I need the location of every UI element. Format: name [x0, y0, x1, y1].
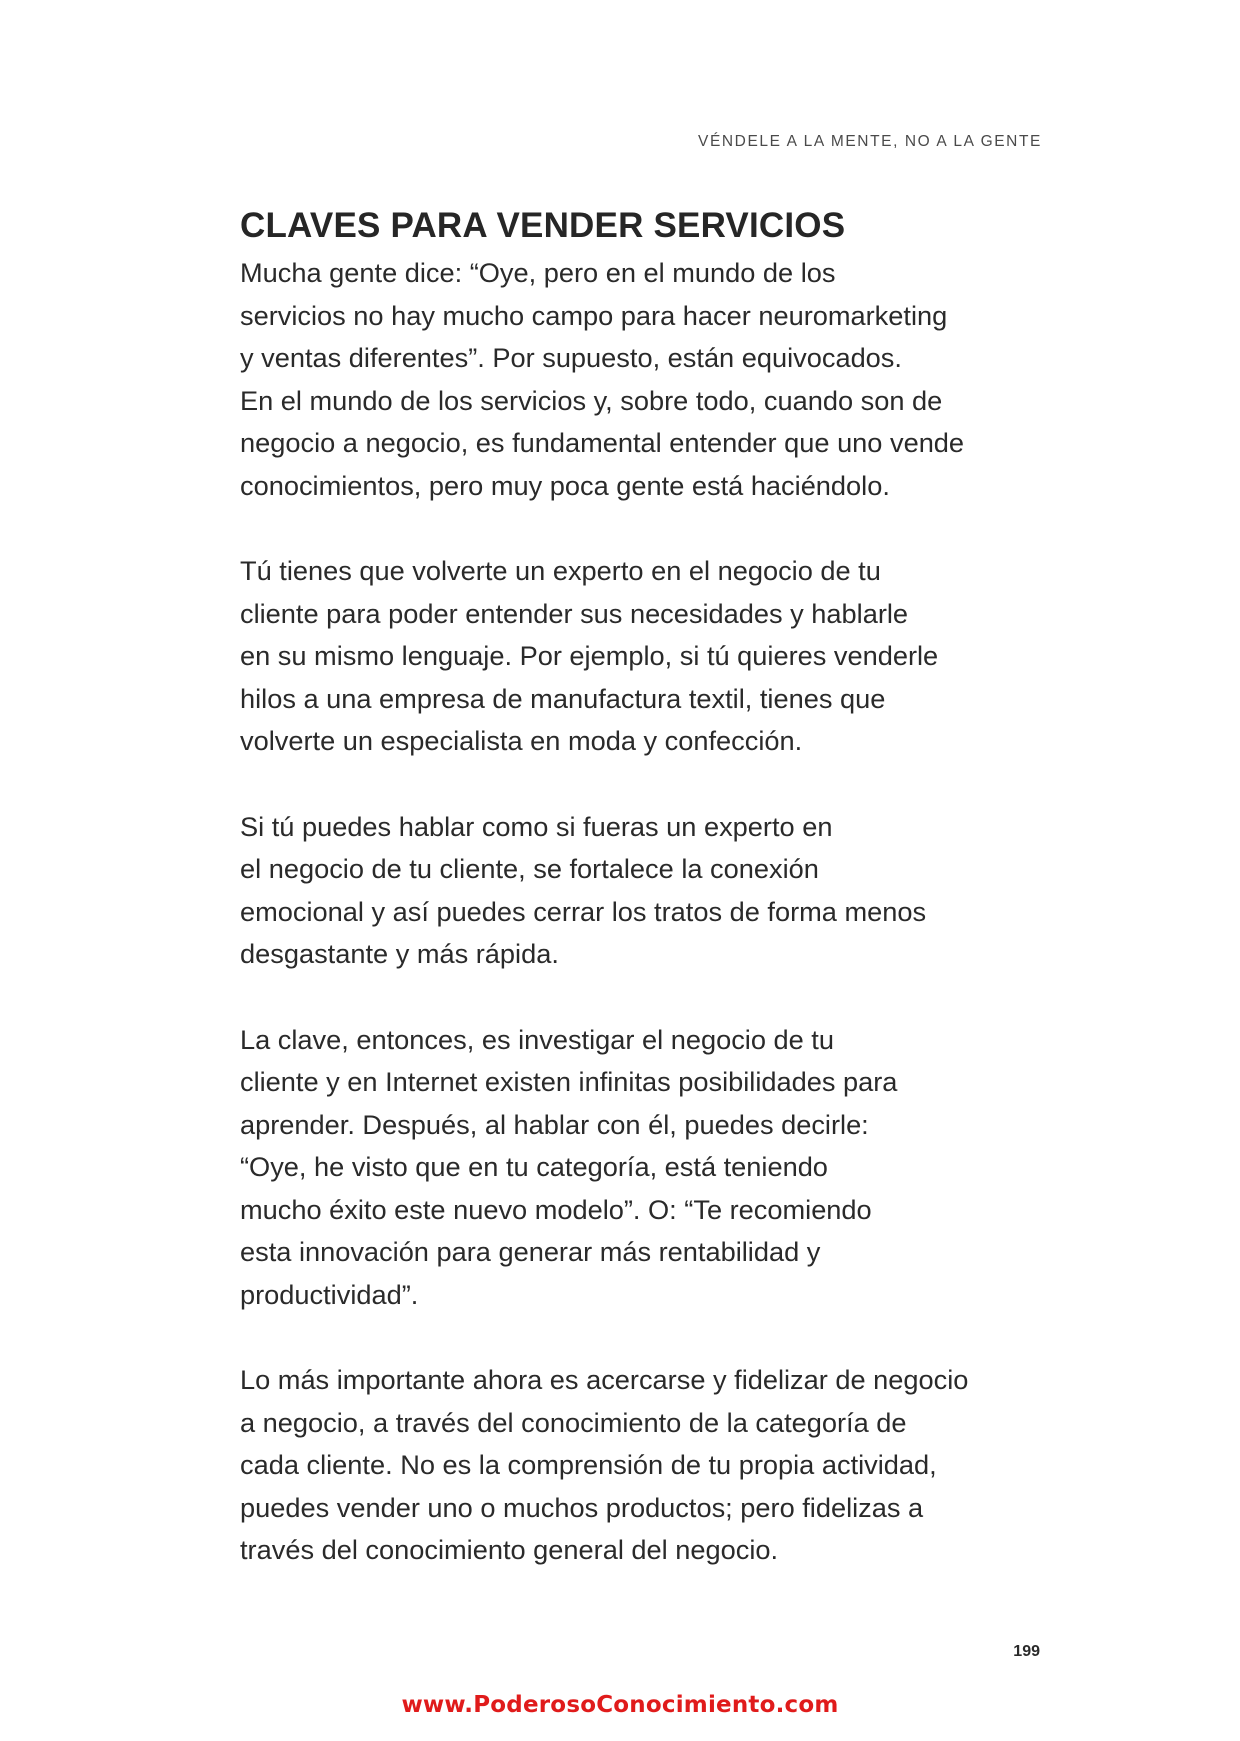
- paragraph-line: aprender. Después, al hablar con él, puedes decirle:: [240, 1108, 869, 1140]
- paragraph-line: hilos a una empresa de manufactura textil, tienes que: [240, 682, 886, 714]
- paragraph-line: productividad”.: [240, 1278, 419, 1310]
- paragraph-investigate: [240, 1019, 1060, 1317]
- paragraph-connection: [240, 806, 1060, 976]
- paragraph-line: Lo más importante ahora es acercarse y fidelizar de negocio: [240, 1364, 969, 1396]
- page-content: [240, 206, 1060, 1615]
- paragraph-line: y ventas diferentes”. Por supuesto, están equivocados.: [240, 342, 902, 374]
- page-number: 199: [1013, 1643, 1040, 1660]
- paragraph-line: emocional y así puedes cerrar los tratos de forma menos: [240, 895, 927, 927]
- paragraph-line: puedes vender uno o muchos productos; pero fidelizas a: [240, 1491, 924, 1523]
- paragraph-line: desgastante y más rápida.: [240, 938, 559, 970]
- paragraph-line: Si tú puedes hablar como si fueras un experto en: [240, 810, 833, 842]
- paragraph-line: cliente y en Internet existen infinitas posibilidades para: [240, 1066, 898, 1098]
- paragraph-line: mucho éxito este nuevo modelo”. O: “Te recomiendo: [240, 1193, 872, 1225]
- paragraph-loyalty: [240, 1359, 1060, 1572]
- paragraph-line: el negocio de tu cliente, se fortalece la conexión: [240, 853, 819, 885]
- paragraph-line: La clave, entonces, es investigar el negocio de tu: [240, 1023, 834, 1055]
- paragraph-line: Tú tienes que volverte un experto en el negocio de tu: [240, 555, 881, 587]
- paragraph-intro: [240, 252, 1060, 507]
- paragraph-line: Mucha gente dice: “Oye, pero en el mundo de los: [240, 257, 836, 289]
- paragraph-line: a negocio, a través del conocimiento de la categoría de: [240, 1406, 907, 1438]
- watermark-url: www.PoderosoConocimiento.com: [401, 1692, 839, 1718]
- section-title: CLAVES PARA VENDER SERVICIOS: [240, 206, 846, 245]
- paragraph-line: esta innovación para generar más rentabilidad y: [240, 1236, 821, 1268]
- paragraph-line: través del conocimiento general del negocio.: [240, 1534, 779, 1566]
- paragraph-line: cliente para poder entender sus necesidades y hablarle: [240, 597, 909, 629]
- paragraph-line: servicios no hay mucho campo para hacer neuromarketing: [240, 299, 948, 331]
- paragraph-line: En el mundo de los servicios y, sobre todo, cuando son de: [240, 384, 943, 416]
- paragraph-line: cada cliente. No es la comprensión de tu propia actividad,: [240, 1449, 937, 1481]
- paragraph-line: “Oye, he visto que en tu categoría, está teniendo: [240, 1151, 828, 1183]
- running-header: VÉNDELE A LA MENTE, NO A LA GENTE: [698, 133, 1042, 150]
- paragraph-line: conocimientos, pero muy poca gente está haciéndolo.: [240, 469, 890, 501]
- paragraph-line: volverte un especialista en moda y confección.: [240, 725, 803, 757]
- paragraph-expert: [240, 550, 1060, 763]
- paragraph-line: en su mismo lenguaje. Por ejemplo, si tú quieres venderle: [240, 640, 939, 672]
- paragraph-line: negocio a negocio, es fundamental entender que uno vende: [240, 427, 965, 459]
